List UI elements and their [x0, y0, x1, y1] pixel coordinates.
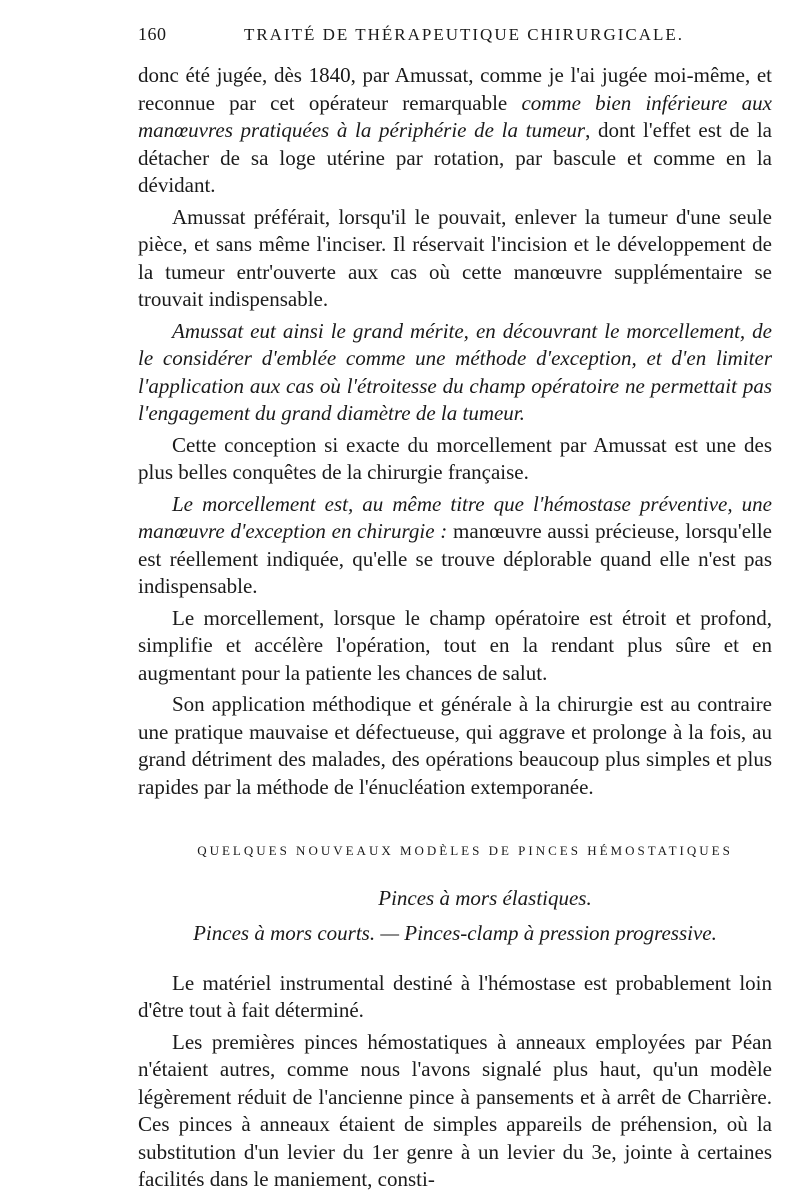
- paragraph-1-text: donc été jugée, dès 1840, par Amussat, comme je l'ai jugée moi-même, et reconnue par cet opérateur remarquable: [138, 63, 772, 115]
- paragraph-9: Les premières pinces hémostatiques à anneaux employées par Péan n'étaient autres, comme nous l'avons signalé plus haut, qu'un modèle légèrement réduit de l'ancienne pince à pansements et à arrêt de Charrière. Ces pinces à anneaux étaient de simples appareils de préhension, où la substitution d'un levier du 1er genre à un levier du 3e, jointe à certaines facilités dans le maniement, consti-: [138, 1029, 772, 1191]
- running-header: [138, 24, 770, 50]
- paragraph-3-italic: Amussat eut ainsi le grand mérite, en découvrant le morcellement, de le considérer d'emblée comme une méthode d'exception, et d'en limiter l'application aux cas où l'étroitesse du champ opératoire ne permettait pas l'engagement du grand diamètre de la tumeur.: [138, 318, 772, 425]
- paragraph-3: [138, 318, 772, 428]
- paragraph-5-end: manœuvre aussi précieuse, lorsqu'elle est réellement indiquée, qu'elle se trouve déplorable quand elle n'est pas indispensable.: [138, 519, 773, 598]
- paragraph-4: Cette conception si exacte du morcellement par Amussat est une des plus belles conquêtes de la chirurgie française.: [138, 432, 772, 484]
- paragraph-1: [138, 62, 772, 200]
- paragraph-5: [138, 491, 772, 601]
- paragraph-8: Le matériel instrumental destiné à l'hémostase est probablement loin d'être tout à fait déterminé.: [138, 970, 772, 1022]
- subheading-1: Pinces à mors élastiques.: [378, 885, 592, 910]
- paragraph-5-italic: Le morcellement est, au même titre que l'hémostase préventive, une manœuvre d'exception en chirurgie :: [138, 491, 772, 543]
- running-title: TRAITÉ DE THÉRAPEUTIQUE CHIRURGICALE.: [243, 25, 685, 44]
- paragraph-7: Son application méthodique et générale à la chirurgie est au contraire une pratique mauvaise et défectueuse, qui aggrave et prolonge à la fois, au grand détriment des malades, des opérations beaucoup plus simples et plus rapides par la méthode de l'énucléation extemporanée.: [138, 692, 772, 799]
- paragraph-1-italic: comme bien inférieure aux manœuvres pratiquées à la périphérie de la tumeur: [138, 90, 772, 142]
- body-text: [138, 62, 772, 1198]
- paragraph-2: Amussat préférait, lorsqu'il le pouvait, enlever la tumeur d'une seule pièce, et sans même l'inciser. Il réservait l'incision et le développement de la tumeur entr'ouverte aux cas où cette manœuvre supplémentaire se trouvait indispensable.: [138, 204, 772, 311]
- section-heading: QUELQUES NOUVEAUX MODÈLES DE PINCES HÉMOSTATIQUES: [197, 843, 733, 858]
- paragraph-1-end: , dont l'effet est de la détacher de sa loge utérine par rotation, par bascule et comme en la dévidant.: [138, 118, 772, 197]
- page-number: 160: [138, 24, 167, 44]
- subheading-2: Pinces à mors courts. — Pinces-clamp à pression progressive.: [193, 921, 717, 945]
- paragraph-6: Le morcellement, lorsque le champ opératoire est étroit et profond, simplifie et accélère l'opération, tout en la rendant plus sûre et en augmentant pour la patiente les chances de salut.: [138, 605, 772, 685]
